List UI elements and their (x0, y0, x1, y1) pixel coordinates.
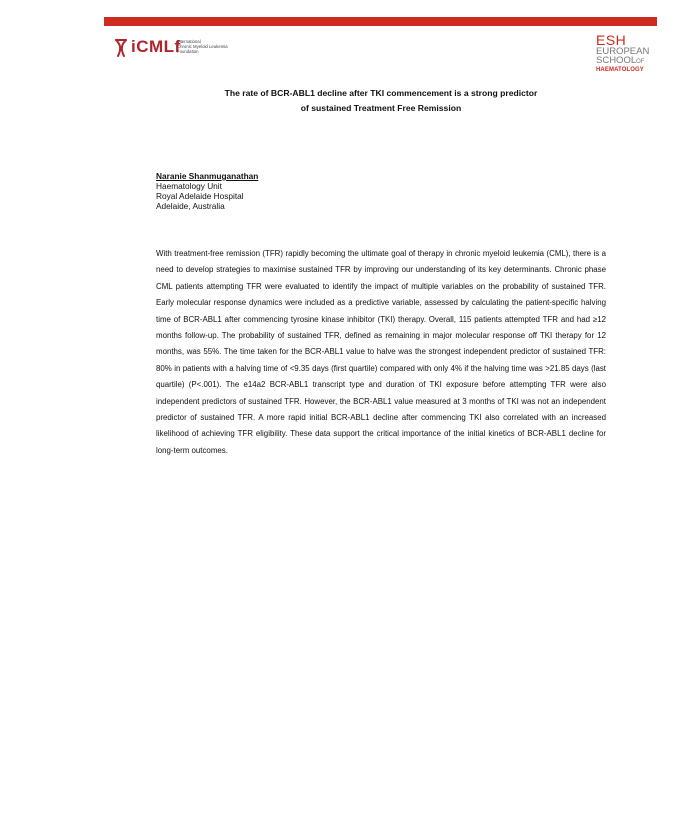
ribbon-icon (113, 38, 129, 58)
affiliation-line: Royal Adelaide Hospital (156, 191, 244, 201)
icmlf-tagline: International Chronic Myeloid Leukemia Foundation (177, 39, 228, 55)
title-line-1: The rate of BCR-ABL1 decline after TKI commencement is a strong predictor (224, 88, 538, 98)
esh-logo-school: SCHOOLOF (596, 55, 645, 66)
affiliation-line: Adelaide, Australia (156, 201, 225, 211)
icmlf-wordmark: iCMLf (131, 37, 181, 56)
esh-logo (596, 34, 658, 74)
esh-logo-acronym: ESH (596, 32, 627, 48)
header-color-bar (104, 17, 657, 26)
esh-logo-haematology: HAEMATOLOGY (596, 67, 644, 73)
esh-logo-european: EUROPEAN (596, 46, 650, 57)
title-line-2: of sustained Treatment Free Remission (300, 103, 462, 113)
affiliation-line: Haematology Unit (156, 181, 222, 191)
document-title (150, 86, 612, 116)
abstract-body: With treatment-free remission (TFR) rapidly becoming the ultimate goal of therapy in chronic myeloid leukemia (CML), there is a need to develop strategies to maximise sustained TFR by improving our understanding of its key determinants. Chronic phase CML patients attempting TFR were evaluated to identify the impact of multiple variables on the probability of sustained TFR. Early molecular response dynamics were included as a predictive variable, assessed by calculating the patient-specific halving time of BCR-ABL1 after commencing tyrosine kinase inhibitor (TKI) therapy. Overall, 115 patients attempted TFR and had ≥12 months follow-up. The probability of sustained TFR, defined as remaining in major molecular response off TKI therapy for 12 months, was 55%. The time taken for the BCR-ABL1 value to halve was the strongest independent predictor of sustained TFR: 80% in patients with a halving time of <9.35 days (first quartile) compared with only 4% if the halving time was >21.85 days (last quartile) (P<.001). The e14a2 BCR-ABL1 transcript type and duration of TKI exposure before attempting TFR were also independent predictors of sustained TFR. However, the BCR-ABL1 value measured at 3 months of TKI was not an independent predictor of sustained TFR. A more rapid initial BCR-ABL1 decline after commencing TKI also correlated with an increased likelihood of achieving TFR eligibility. These data support the critical importance of the initial kinetics of BCR-ABL1 decline for long-term outcomes. (156, 249, 606, 455)
author-name: Naranie Shanmuganathan (156, 171, 259, 181)
author-block (156, 171, 258, 211)
